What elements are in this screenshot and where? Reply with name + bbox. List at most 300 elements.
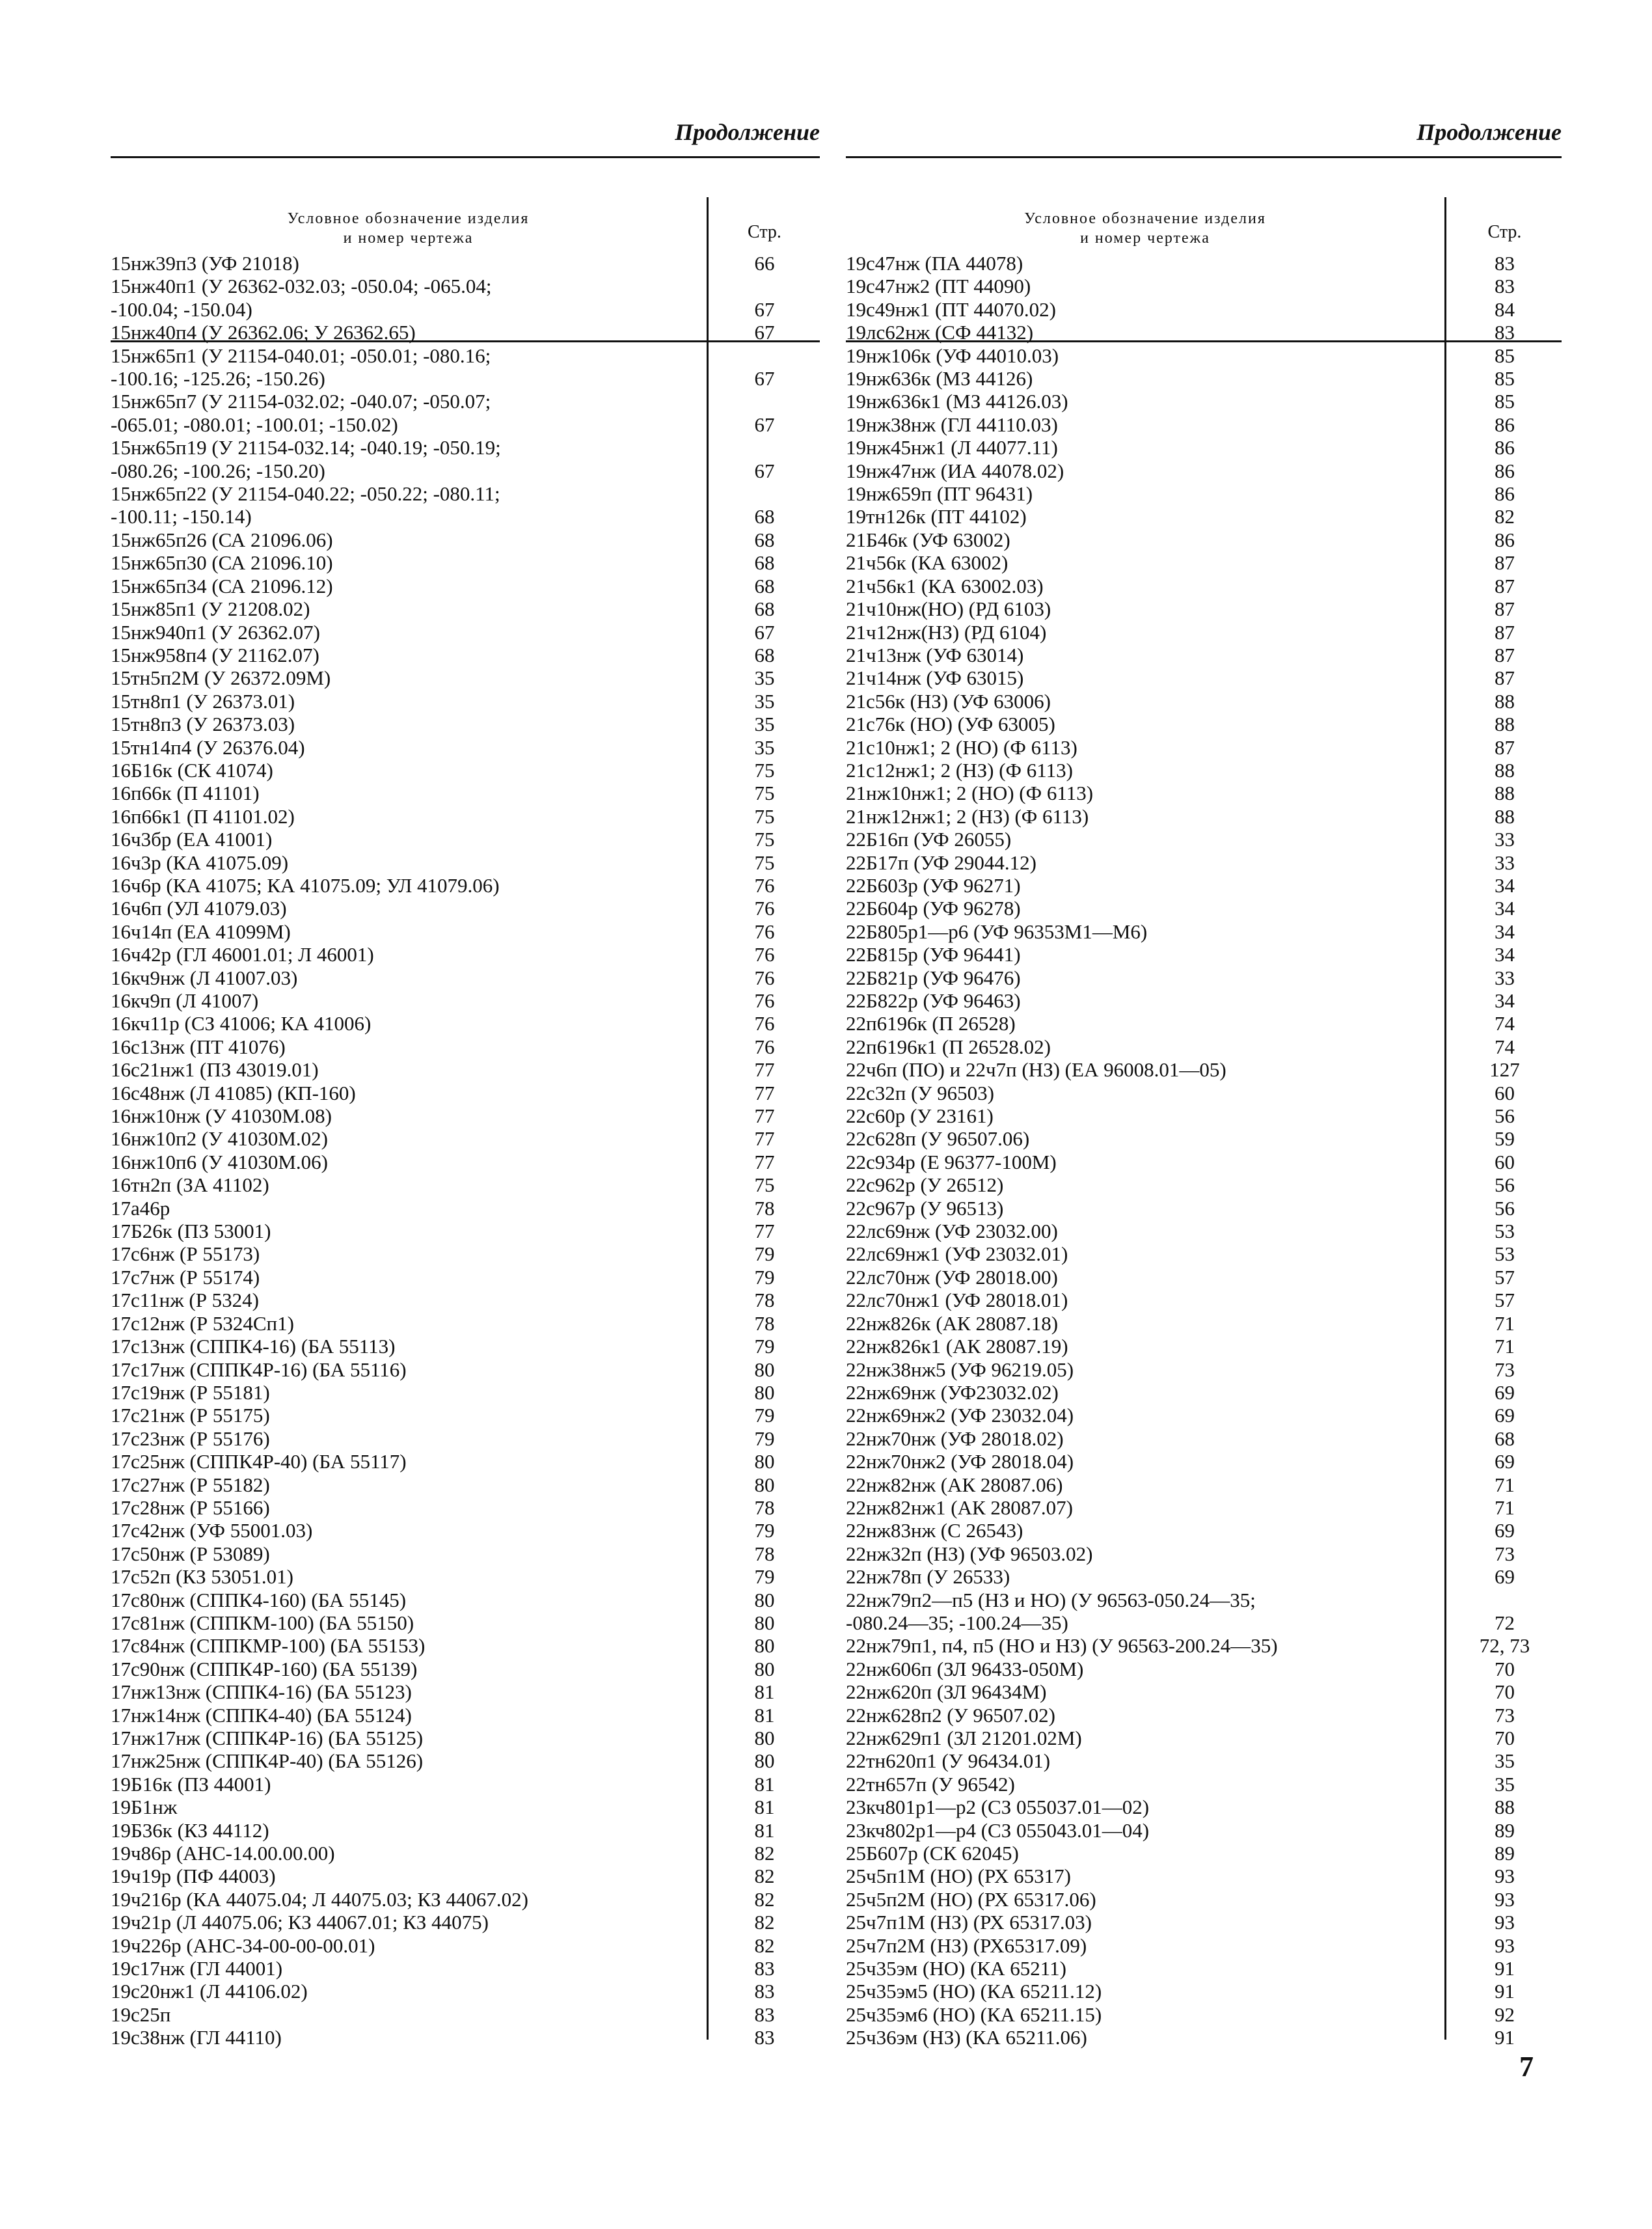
- entry-page: 78: [754, 1496, 775, 1519]
- entry-designation: 17с42нж (УФ 55001.03): [111, 1519, 313, 1542]
- entry-designation: 15тн8п1 (У 26373.01): [111, 689, 295, 713]
- entry-page: 77: [754, 1150, 775, 1173]
- index-entry: [846, 828, 1562, 851]
- index-entry: [846, 1773, 1562, 1796]
- index-entry: [846, 851, 1562, 874]
- entry-designation: 22тн657п (У 96542): [846, 1772, 1015, 1796]
- entry-designation: 17с7нж (Р 55174): [111, 1265, 260, 1289]
- entry-designation: 22нж826к (АК 28087.18): [846, 1311, 1059, 1335]
- entry-designation: 16п66к (П 41101): [111, 782, 260, 805]
- entry-page: 56: [1495, 1196, 1515, 1220]
- entry-designation: 22Б822р (УФ 96463): [846, 989, 1021, 1012]
- entry-page: 77: [754, 1104, 775, 1128]
- entry-page: 70: [1495, 1657, 1515, 1680]
- entry-page: 81: [754, 1772, 775, 1796]
- entry-page: 35: [754, 689, 775, 713]
- entry-page: 34: [1495, 897, 1515, 920]
- entry-designation: 17с84нж (СППКМР-100) (БА 55153): [111, 1634, 426, 1658]
- entry-designation: 17с90нж (СППК4Р-160) (БА 55139): [111, 1657, 418, 1680]
- index-entry: [846, 1173, 1562, 1196]
- entry-page: 88: [1495, 804, 1515, 828]
- index-entry: [111, 943, 820, 966]
- entry-designation: 22ч6п (ПО) и 22ч7п (НЗ) (ЕА 96008.01—05): [846, 1058, 1226, 1082]
- index-entry: [846, 2026, 1562, 2049]
- index-entry: [111, 1104, 820, 1127]
- entry-designation: 22нж78п (У 26533): [846, 1565, 1010, 1589]
- entry-page: 88: [1495, 1796, 1515, 1819]
- entry-designation: 16тн2п (ЗА 41102): [111, 1173, 269, 1197]
- entry-page: 87: [1495, 735, 1515, 759]
- index-entry: [846, 1082, 1562, 1104]
- entry-page: 79: [754, 1242, 775, 1266]
- index-entry: [111, 1427, 820, 1450]
- entry-page: 93: [1495, 1865, 1515, 1888]
- entry-designation: -065.01; -080.01; -100.01; -150.02): [111, 413, 398, 436]
- entry-designation: 22Б604р (УФ 96278): [846, 897, 1021, 920]
- entry-page: 82: [754, 1865, 775, 1888]
- index-entry: [111, 1727, 820, 1749]
- entry-page: 73: [1495, 1542, 1515, 1565]
- index-entry: [846, 1358, 1562, 1381]
- entry-page: 80: [754, 1588, 775, 1611]
- entry-page: 80: [754, 1634, 775, 1658]
- entry-page: 35: [754, 735, 775, 759]
- index-entry: [111, 1266, 820, 1289]
- entry-page: 67: [754, 297, 775, 321]
- index-entry: [111, 1082, 820, 1104]
- index-entry: [846, 1012, 1562, 1035]
- index-entry: [846, 897, 1562, 920]
- index-entry: [111, 575, 820, 597]
- entry-page: 80: [754, 1358, 775, 1381]
- entry-page: 78: [754, 1196, 775, 1220]
- entry-page: 75: [754, 1173, 775, 1197]
- entry-designation: 25ч7п1М (НЗ) (РХ 65317.03): [846, 1911, 1092, 1934]
- entry-page: 87: [1495, 551, 1515, 575]
- index-entry: [846, 989, 1562, 1012]
- index-entry: [111, 275, 820, 321]
- entry-designation: 17с23нж (Р 55176): [111, 1427, 270, 1450]
- entry-designation: 15нж39п3 (УФ 21018): [111, 252, 299, 275]
- index-entry: [846, 644, 1562, 666]
- entry-page: 60: [1495, 1081, 1515, 1104]
- entry-designation: 21с76к (НО) (УФ 63005): [846, 713, 1055, 736]
- entry-page: 81: [754, 1818, 775, 1842]
- index-entry: [111, 897, 820, 920]
- index-entry: [111, 390, 820, 436]
- entry-designation: 19лс62нж (СФ 44132): [846, 321, 1034, 344]
- entry-page: 75: [754, 782, 775, 805]
- entry-designation: 19с20нж1 (Л 44106.02): [111, 1980, 308, 2003]
- index-entry: [111, 2003, 820, 2026]
- entry-designation: 17с27нж (Р 55182): [111, 1473, 270, 1496]
- index-entry: [846, 943, 1562, 966]
- entry-designation: 19с47нж (ПА 44078): [846, 252, 1023, 275]
- entry-designation: 15нж65п30 (СА 21096.10): [111, 551, 333, 575]
- entry-designation: 21с56к (НЗ) (УФ 63006): [846, 689, 1051, 713]
- entry-page: 75: [754, 804, 775, 828]
- entry-designation: 25ч5п1М (НО) (РХ 65317): [846, 1865, 1071, 1888]
- index-entry: [111, 920, 820, 943]
- entry-page: 93: [1495, 1934, 1515, 1957]
- entry-designation: 22п6196к (П 26528): [846, 1012, 1016, 1035]
- entry-page: 89: [1495, 1818, 1515, 1842]
- entry-page: 85: [1495, 390, 1515, 413]
- index-entry: [111, 1450, 820, 1473]
- index-entry: [111, 782, 820, 804]
- index-entry: [111, 1312, 820, 1335]
- entry-designation: 16ч6п (УЛ 41079.03): [111, 897, 287, 920]
- entry-page: 77: [754, 1058, 775, 1082]
- entry-designation: 15нж65п22 (У 21154-040.22; -050.22; -080.11;: [111, 482, 500, 506]
- entry-designation: 21ч14нж (УФ 63015): [846, 666, 1024, 690]
- index-entry: [846, 690, 1562, 713]
- entry-designation: 15нж958п4 (У 21162.07): [111, 643, 319, 666]
- entry-page: 82: [754, 1934, 775, 1957]
- entry-page: 81: [754, 1703, 775, 1727]
- entry-designation: 15нж940п1 (У 26362.07): [111, 620, 320, 644]
- entry-designation: 17Б26к (ПЗ 53001): [111, 1220, 271, 1243]
- index-entry: [846, 1865, 1562, 1887]
- entry-designation: 19нж659п (ПТ 96431): [846, 482, 1033, 506]
- entry-page: 83: [1495, 275, 1515, 298]
- entry-page: 77: [754, 1127, 775, 1151]
- entry-designation: 19нж47нж (ИА 44078.02): [846, 459, 1064, 482]
- entry-designation: 19с25п: [111, 2003, 171, 2026]
- index-entry: [846, 874, 1562, 897]
- index-entry: [846, 1957, 1562, 1980]
- entry-designation: 22лс70нж (УФ 28018.00): [846, 1265, 1058, 1289]
- entry-designation: 21нж10нж1; 2 (НО) (Ф 6113): [846, 782, 1094, 805]
- index-entry: [846, 1035, 1562, 1058]
- entry-designation: 22п6196к1 (П 26528.02): [846, 1035, 1051, 1058]
- entry-designation: 16нж10п6 (У 41030М.06): [111, 1150, 329, 1173]
- entry-designation: 22нж620п (ЗЛ 96434М): [846, 1680, 1047, 1704]
- index-entry: [846, 482, 1562, 505]
- entry-designation: 22нж606п (ЗЛ 96433-050М): [846, 1657, 1084, 1680]
- entry-designation: 16ч6р (КА 41075; КА 41075.09; УЛ 41079.06): [111, 873, 500, 897]
- index-entry: [111, 1035, 820, 1058]
- continuation-label: Продолжение: [1416, 119, 1562, 145]
- index-rows: [846, 252, 1562, 2049]
- entry-page: 68: [1495, 1427, 1515, 1450]
- entry-page: 76: [754, 920, 775, 943]
- index-entry: [111, 1865, 820, 1887]
- index-entry: [846, 1058, 1562, 1081]
- entry-page: 67: [754, 367, 775, 390]
- index-entry: [111, 1242, 820, 1265]
- index-entry: [846, 1542, 1562, 1565]
- entry-designation: 17нж14нж (СППК4-40) (БА 55124): [111, 1703, 412, 1727]
- entry-designation: -100.04; -150.04): [111, 297, 252, 321]
- entry-page: 83: [754, 2003, 775, 2026]
- index-entry: [846, 1289, 1562, 1311]
- entry-page: 33: [1495, 851, 1515, 874]
- entry-designation: 22лс69нж1 (УФ 23032.01): [846, 1242, 1068, 1266]
- entry-page: 71: [1495, 1335, 1515, 1358]
- entry-designation: 19с47нж2 (ПТ 44090): [846, 275, 1031, 298]
- entry-designation: -080.24—35; -100.24—35): [846, 1611, 1068, 1634]
- entry-page: 80: [754, 1657, 775, 1680]
- index-entry: [111, 252, 820, 275]
- entry-page: 35: [1495, 1772, 1515, 1796]
- entry-page: 88: [1495, 782, 1515, 805]
- index-entry: [846, 713, 1562, 735]
- header-page: Стр.: [1487, 222, 1522, 242]
- entry-page: 57: [1495, 1265, 1515, 1289]
- index-entry: [846, 1151, 1562, 1173]
- index-entry: [111, 1611, 820, 1634]
- entry-page: 35: [1495, 1749, 1515, 1773]
- entry-page: 68: [754, 528, 775, 551]
- entry-designation: 19нж636к1 (МЗ 44126.03): [846, 390, 1068, 413]
- index-entry: [111, 1658, 820, 1680]
- index-entry: [846, 759, 1562, 782]
- entry-designation: 19Б1нж: [111, 1796, 178, 1819]
- entry-designation: 21ч56к (КА 63002): [846, 551, 1009, 575]
- entry-page: 91: [1495, 1957, 1515, 1980]
- entry-designation: 16ч3бр (ЕА 41001): [111, 828, 273, 851]
- entry-designation: 22нж79п1, п4, п5 (НО и НЗ) (У 96563-200.24—35): [846, 1634, 1278, 1658]
- entry-designation: 22нж69нж (УФ23032.02): [846, 1380, 1059, 1404]
- index-entry: [846, 666, 1562, 689]
- entry-page: 34: [1495, 873, 1515, 897]
- index-entry: [846, 1911, 1562, 1934]
- entry-designation: 17с17нж (СППК4Р-16) (БА 55116): [111, 1358, 407, 1381]
- index-entry: [111, 1888, 820, 1911]
- entry-designation: 22Б821р (УФ 96476): [846, 966, 1021, 989]
- index-entry: [111, 1289, 820, 1311]
- entry-page: 77: [754, 1220, 775, 1243]
- entry-page: 79: [754, 1404, 775, 1427]
- entry-page: 67: [754, 321, 775, 344]
- index-entry: [846, 1658, 1562, 1680]
- index-entry: [846, 1427, 1562, 1450]
- entry-designation: 16с13нж (ПТ 41076): [111, 1035, 286, 1058]
- index-entry: [846, 1842, 1562, 1865]
- index-entry: [846, 551, 1562, 574]
- entry-page: 81: [754, 1796, 775, 1819]
- entry-designation: 16с21нж1 (ПЗ 43019.01): [111, 1058, 319, 1082]
- index-entry: [846, 621, 1562, 644]
- index-entry: [846, 1749, 1562, 1772]
- index-entry: [846, 1473, 1562, 1496]
- index-entry: [846, 1796, 1562, 1818]
- entry-designation: 19тн126к (ПТ 44102): [846, 505, 1027, 528]
- index-entry: [111, 666, 820, 689]
- entry-designation: 22Б805р1—р6 (УФ 96353М1—М6): [846, 920, 1148, 943]
- index-entry: [846, 1266, 1562, 1289]
- entry-designation: 16Б16к (СК 41074): [111, 758, 273, 782]
- index-entry: [846, 505, 1562, 528]
- index-entry: [846, 459, 1562, 482]
- index-entry: [111, 1842, 820, 1865]
- entry-page: 53: [1495, 1242, 1515, 1266]
- entry-designation: 21с10нж1; 2 (НО) (Ф 6113): [846, 735, 1077, 759]
- index-entry: [111, 1704, 820, 1727]
- entry-page: 60: [1495, 1150, 1515, 1173]
- entry-designation: 22лс70нж1 (УФ 28018.01): [846, 1289, 1068, 1312]
- entry-page: 87: [1495, 666, 1515, 690]
- index-entry: [846, 528, 1562, 551]
- entry-page: 88: [1495, 758, 1515, 782]
- entry-page: 83: [1495, 252, 1515, 275]
- index-entry: [111, 1404, 820, 1427]
- entry-designation: 22с934р (Е 96377-100М): [846, 1150, 1057, 1173]
- index-entry: [846, 413, 1562, 436]
- entry-page: 76: [754, 989, 775, 1012]
- entry-designation: 23кч802р1—р4 (СЗ 055043.01—04): [846, 1818, 1150, 1842]
- entry-page: 86: [1495, 459, 1515, 482]
- entry-page: 74: [1495, 1012, 1515, 1035]
- index-entry: [111, 1335, 820, 1358]
- entry-designation: 15нж65п34 (СА 21096.12): [111, 574, 333, 597]
- entry-page: 91: [1495, 1980, 1515, 2003]
- index-entry: [846, 1704, 1562, 1727]
- index-entry: [846, 1335, 1562, 1358]
- entry-designation: 21ч56к1 (КА 63002.03): [846, 574, 1044, 597]
- index-entry: [846, 298, 1562, 321]
- entry-designation: 25ч36эм (НЗ) (КА 65211.06): [846, 2026, 1087, 2049]
- index-entry: [111, 1197, 820, 1220]
- index-entry: [846, 1220, 1562, 1242]
- entry-page: 91: [1495, 2026, 1515, 2049]
- index-entry: [111, 874, 820, 897]
- entry-page: 86: [1495, 528, 1515, 551]
- index-entry: [111, 690, 820, 713]
- index-entry: [846, 1197, 1562, 1220]
- entry-designation: 25ч35эм (НО) (КА 65211): [846, 1957, 1066, 1980]
- entry-designation: 17с50нж (Р 53089): [111, 1542, 270, 1565]
- index-entry: [846, 1312, 1562, 1335]
- index-entry: [111, 989, 820, 1012]
- index-entry: [111, 344, 820, 390]
- index-entry: [111, 1220, 820, 1242]
- entry-designation: 21нж12нж1; 2 (НЗ) (Ф 6113): [846, 804, 1089, 828]
- entry-designation: 19с17нж (ГЛ 44001): [111, 1957, 283, 1980]
- entry-page: 35: [754, 713, 775, 736]
- entry-page: 70: [1495, 1680, 1515, 1704]
- entry-designation: 25Б607р (СК 62045): [846, 1842, 1019, 1865]
- index-entry: [111, 1749, 820, 1772]
- index-entry: [846, 805, 1562, 828]
- entry-page: 76: [754, 897, 775, 920]
- entry-designation: 16п66к1 (П 41101.02): [111, 804, 295, 828]
- entry-designation: 22Б815р (УФ 96441): [846, 943, 1021, 966]
- entry-designation: 22с962р (У 26512): [846, 1173, 1004, 1197]
- entry-page: 83: [1495, 321, 1515, 344]
- entry-page: 79: [754, 1519, 775, 1542]
- entry-page: 34: [1495, 989, 1515, 1012]
- entry-page: 56: [1495, 1104, 1515, 1128]
- entry-designation: -080.26; -100.26; -150.20): [111, 459, 325, 482]
- index-entry: [846, 1980, 1562, 2003]
- index-entry: [846, 782, 1562, 804]
- entry-designation: 22нж69нж2 (УФ 23032.04): [846, 1404, 1074, 1427]
- entry-designation: 21ч10нж(НО) (РД 6103): [846, 597, 1051, 621]
- index-entry: [846, 1242, 1562, 1265]
- entry-page: 68: [754, 597, 775, 621]
- entry-designation: 22Б17п (УФ 29044.12): [846, 851, 1036, 874]
- entry-designation: 17с52п (КЗ 53051.01): [111, 1565, 293, 1589]
- index-entry: [846, 344, 1562, 367]
- index-entry: [846, 390, 1562, 413]
- index-entry: [111, 851, 820, 874]
- index-entry: [111, 482, 820, 528]
- entry-designation: 22Б603р (УФ 96271): [846, 873, 1021, 897]
- entry-page: 93: [1495, 1911, 1515, 1934]
- entry-page: 72: [1495, 1611, 1515, 1634]
- entry-designation: 15нж65п26 (СА 21096.06): [111, 528, 333, 551]
- entry-designation: 22нж82нж1 (АК 28087.07): [846, 1496, 1073, 1519]
- entry-designation: 19с38нж (ГЛ 44110): [111, 2026, 282, 2049]
- entry-page: 127: [1489, 1058, 1520, 1082]
- entry-page: 79: [754, 1427, 775, 1450]
- entry-designation: 22нж32п (НЗ) (УФ 96503.02): [846, 1542, 1093, 1565]
- index-entry: [111, 1358, 820, 1381]
- entry-designation: 17с6нж (Р 55173): [111, 1242, 260, 1266]
- entry-designation: 17нж13нж (СППК4-16) (БА 55123): [111, 1680, 412, 1704]
- entry-page: 88: [1495, 689, 1515, 713]
- entry-page: 88: [1495, 713, 1515, 736]
- index-entry: [111, 1911, 820, 1934]
- entry-page: 86: [1495, 413, 1515, 436]
- entry-page: 69: [1495, 1404, 1515, 1427]
- index-entry: [846, 1381, 1562, 1404]
- entry-page: 57: [1495, 1289, 1515, 1312]
- index-entry: [111, 828, 820, 851]
- entry-page: 67: [754, 413, 775, 436]
- entry-page: 76: [754, 943, 775, 966]
- entry-page: 80: [754, 1473, 775, 1496]
- entry-page: 87: [1495, 597, 1515, 621]
- entry-designation: 15нж40п4 (У 26362.06; У 26362.65): [111, 321, 416, 344]
- entry-page: 86: [1495, 482, 1515, 506]
- index-entry: [111, 644, 820, 666]
- entry-designation: 21ч12нж(НЗ) (РД 6104): [846, 620, 1047, 644]
- index-entry: [846, 1634, 1562, 1657]
- entry-designation: 22нж79п2—п5 (НЗ и НО) (У 96563-050.24—35;: [846, 1588, 1256, 1611]
- entry-designation: 17нж17нж (СППК4Р-16) (БА 55125): [111, 1727, 424, 1749]
- entry-page: 35: [754, 666, 775, 690]
- entry-page: 67: [754, 459, 775, 482]
- entry-page: 33: [1495, 966, 1515, 989]
- entry-designation: 22нж82нж (АК 28087.06): [846, 1473, 1063, 1496]
- entry-page: 69: [1495, 1450, 1515, 1473]
- entry-page: 83: [754, 1980, 775, 2003]
- entry-designation: 22Б16п (УФ 26055): [846, 828, 1012, 851]
- index-entry: [846, 367, 1562, 390]
- entry-designation: 21с12нж1; 2 (НЗ) (Ф 6113): [846, 758, 1073, 782]
- entry-designation: 17с11нж (Р 5324): [111, 1289, 260, 1312]
- index-entry: [846, 252, 1562, 275]
- entry-designation: 16кч11р (СЗ 41006; КА 41006): [111, 1012, 372, 1035]
- index-entry: [111, 2026, 820, 2049]
- entry-designation: 15нж65п7 (У 21154-032.02; -040.07; -050.07;: [111, 390, 491, 413]
- entry-page: 80: [754, 1611, 775, 1634]
- entry-designation: 16нж10нж (У 41030М.08): [111, 1104, 332, 1128]
- entry-page: 76: [754, 873, 775, 897]
- entry-page: 81: [754, 1680, 775, 1704]
- index-entry: [846, 1934, 1562, 1957]
- entry-designation: 22тн620п1 (У 96434.01): [846, 1749, 1051, 1773]
- entry-designation: 16нж10п2 (У 41030М.02): [111, 1127, 329, 1151]
- index-entry: [111, 1542, 820, 1565]
- entry-designation: 19ч216р (КА 44075.04; Л 44075.03; КЗ 44067.02): [111, 1887, 529, 1911]
- entry-designation: 22с32п (У 96503): [846, 1081, 994, 1104]
- index-entry: [111, 1796, 820, 1818]
- index-entry: [111, 1173, 820, 1196]
